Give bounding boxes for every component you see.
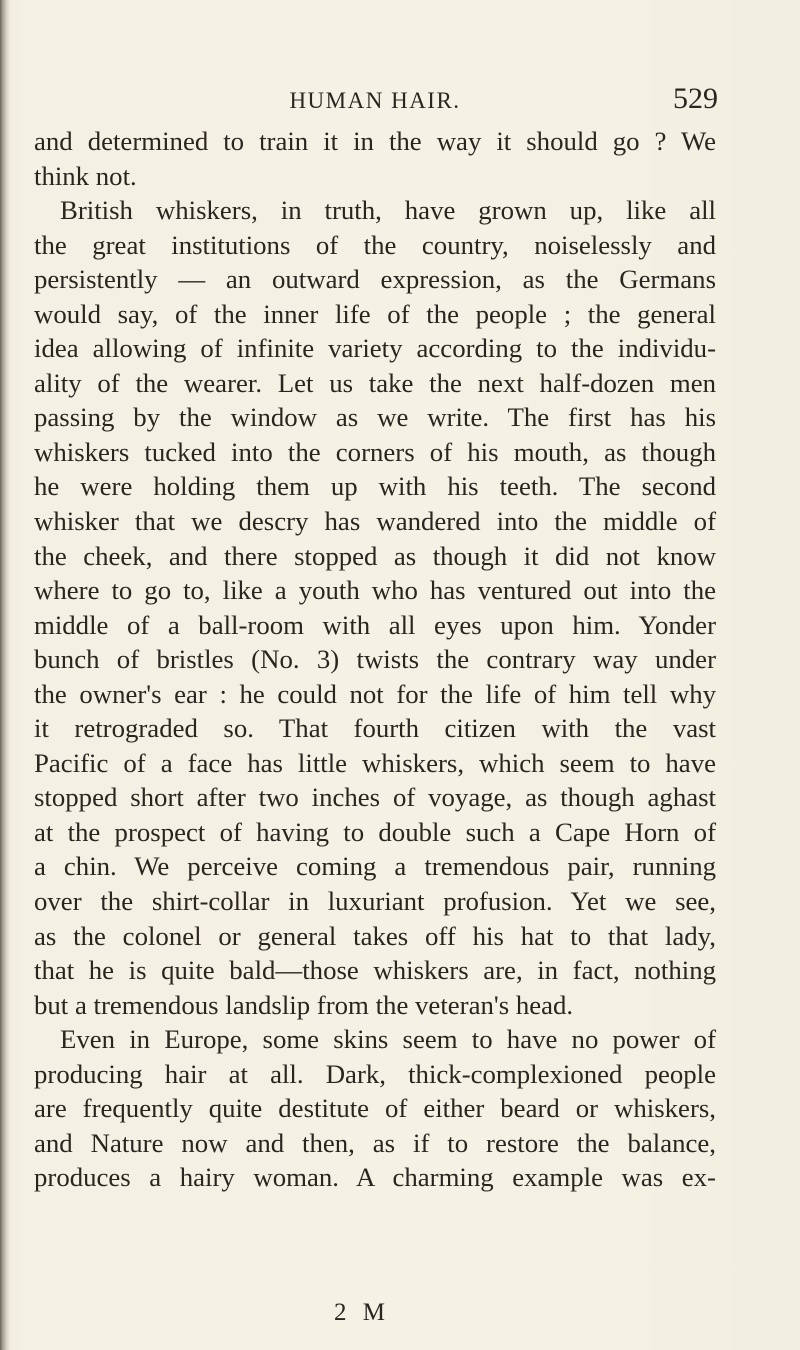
text-line: Even in Europe, some skins seem to have no power of: [60, 1024, 716, 1055]
running-head: [34, 82, 716, 122]
text-line: would say, of the inner life of the people ; the general: [34, 298, 716, 329]
text-line: it retrograded so. That fourth citizen with the vast: [34, 713, 716, 744]
text-line: the owner's ear : he could not for the life of him tell why: [34, 678, 716, 709]
text-line: and determined to train it in the way it should go ? We: [34, 126, 716, 156]
body-text: [34, 124, 716, 1195]
text-line: but a tremendous landslip from the veteran's head.: [34, 989, 574, 1020]
signature-mark: 2 M: [334, 1299, 390, 1326]
text-line: British whiskers, in truth, have grown up, like all: [60, 195, 716, 226]
text-line: at the prospect of having to double such a Cape Horn of: [34, 816, 716, 847]
text-line: the cheek, and there stopped as though it did not know: [34, 540, 716, 571]
text-line: idea allowing of infinite variety according to the individu-: [34, 333, 716, 364]
text-line: produces a hairy woman. A charming example was ex-: [34, 1162, 716, 1193]
binding-gutter: [0, 0, 10, 1350]
text-line: Pacific of a face has little whiskers, which seem to have: [34, 747, 716, 778]
text-line: are frequently quite destitute of either beard or whiskers,: [34, 1093, 716, 1124]
text-line: stopped short after two inches of voyage, as though aghast: [34, 782, 716, 813]
text-line: as the colonel or general takes off his hat to that lady,: [34, 920, 716, 951]
text-line: bunch of bristles (No. 3) twists the contrary way under: [34, 644, 716, 675]
text-line: middle of a ball-room with all eyes upon him. Yonder: [34, 609, 716, 640]
text-line: whiskers tucked into the corners of his mouth, as though: [34, 436, 716, 467]
text-line: the great institutions of the country, noiselessly and: [34, 229, 716, 260]
text-line: whisker that we descry has wandered into the middle of: [34, 506, 716, 537]
text-line: persistently — an outward expression, as the Germans: [34, 264, 716, 295]
text-line: where to go to, like a youth who has ventured out into the: [34, 575, 716, 606]
text-line: producing hair at all. Dark, thick-complexioned people: [34, 1058, 716, 1089]
text-line: he were holding them up with his teeth. The second: [34, 471, 716, 502]
text-line: a chin. We perceive coming a tremendous pair, running: [34, 851, 716, 882]
text-line: think not.: [34, 160, 137, 191]
text-line: that he is quite bald—those whiskers are, in fact, nothing: [34, 955, 716, 986]
text-line: and Nature now and then, as if to restore the balance,: [34, 1127, 716, 1158]
page-number: 529: [673, 82, 718, 115]
running-title: HUMAN HAIR.: [289, 88, 461, 113]
text-line: over the shirt-collar in luxuriant profusion. Yet we see,: [34, 886, 716, 917]
text-line: ality of the wearer. Let us take the next half-dozen men: [34, 367, 716, 398]
text-line: passing by the window as we write. The first has his: [34, 402, 716, 433]
